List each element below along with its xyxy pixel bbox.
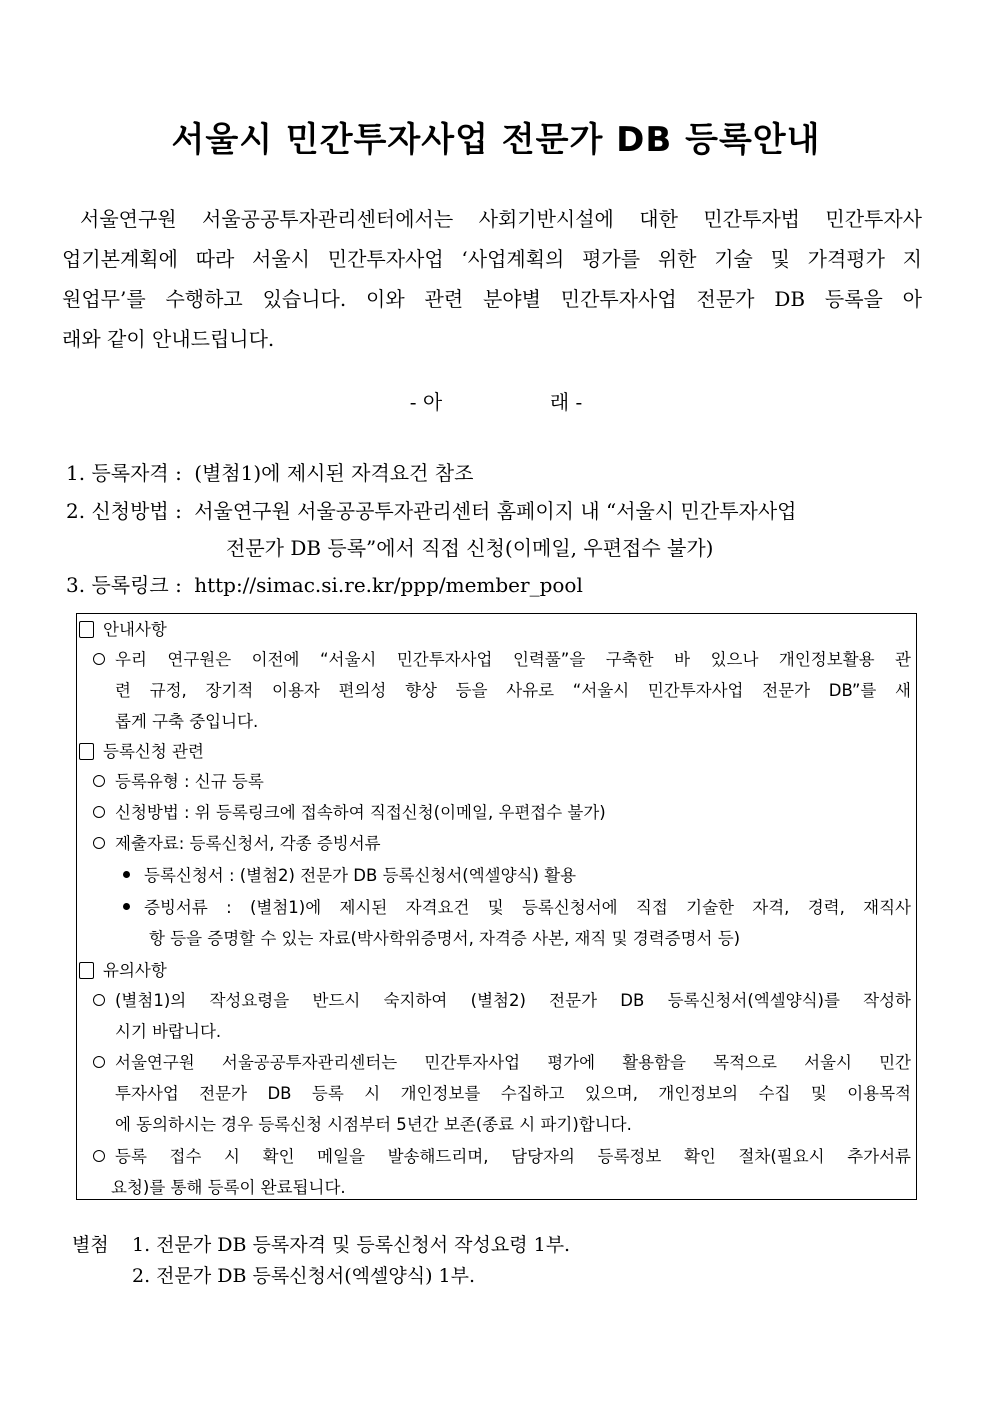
intro-paragraph (62, 203, 922, 363)
bullet-cont: 요청)를 통해 등록이 완료됩니다. (111, 1178, 346, 1197)
notice-box (76, 613, 917, 1200)
section-heading (0, 386, 992, 415)
bullet (93, 1049, 911, 1073)
bullet-text: 우리 연구원은 이전에 “서울시 민간투자사업 인력풀”을 구축한 바 있으나 개인정보활용 관 (115, 650, 911, 669)
bullet-cont: 에 동의하시는 경우 등록신청 시점부터 5년간 보존(종료 시 파기)합니다. (115, 1115, 632, 1134)
intro-line: 업기본계획에 따라 서울시 민간투자사업 ‘사업계획의 평가를 위한 기술 및 가격평가 지 (62, 247, 922, 271)
item-text: 서울연구원 서울공공투자관리센터 홈페이지 내 “서울시 민간투자사업 (194, 499, 797, 523)
sub-bullet (123, 862, 576, 886)
registration-link[interactable]: http://simac.si.re.kr/ppp/member_pool (194, 573, 583, 597)
section-heading-left: - 아 (409, 390, 443, 414)
circle-bullet-icon (93, 1150, 105, 1162)
intro-line: 래와 같이 안내드립니다. (62, 327, 275, 351)
bullet-cont: 투자사업 전문가 DB 등록 시 개인정보를 수집하고 있으며, 개인정보의 수집 및 이용목적 (115, 1084, 911, 1103)
circle-bullet-icon (93, 994, 105, 1006)
circle-bullet-icon (93, 806, 105, 818)
page-title: 서울시 민간투자사업 전문가 DB 등록안내 (171, 120, 821, 160)
bullet-text: 등록 접수 시 확인 메일을 발송해드리며, 담당자의 등록정보 확인 절차(필요시 추가서류 (115, 1147, 911, 1166)
heading-text: 안내사항 (103, 620, 167, 639)
annex-item: 2. 전문가 DB 등록신청서(엑셀양식) 1부. (132, 1265, 476, 1287)
item-label: 2. 신청방법 : (66, 499, 182, 523)
item-text: (별첨1)에 제시된 자격요건 참조 (194, 461, 474, 485)
annex-item: 1. 전문가 DB 등록자격 및 등록신청서 작성요령 1부. (132, 1234, 571, 1256)
section-application-heading (77, 738, 204, 762)
sub-bullet-cont: 항 등을 증명할 수 있는 자료(박사학위증명서, 자격증 사본, 재직 및 경력증명서 등) (149, 929, 741, 948)
circle-bullet-icon (93, 775, 105, 787)
bullet-text: 서울연구원 서울공공투자관리센터는 민간투자사업 평가에 활용함을 목적으로 서울시 민간 (115, 1053, 911, 1072)
heading-text: 유의사항 (103, 961, 167, 980)
bullet-text: 등록유형 : 신규 등록 (115, 772, 264, 791)
sub-bullet (123, 894, 911, 918)
bullet-cont: 롭게 구축 중입니다. (115, 712, 259, 731)
bullet-text: 증빙서류 : (별첨1)에 제시된 자격요건 및 등록신청서에 직접 기술한 자격, 경력, 재직사 (144, 898, 911, 917)
bullet-text: (별첨1)의 작성요령을 반드시 숙지하여 (별첨2) 전문가 DB 등록신청서(엑셀양식)를 작성하 (115, 991, 911, 1010)
bullet-text: 제출자료: 등록신청서, 각종 증빙서류 (115, 834, 381, 853)
bullet-cont: 련 규정, 장기적 이용자 편의성 향상 등을 사유로 “서울시 민간투자사업 전문가 DB”를 새 (115, 681, 911, 700)
bullet (93, 830, 381, 854)
item-qualification (66, 457, 473, 486)
bullet (93, 987, 911, 1011)
bullet-text: 신청방법 : 위 등록링크에 접속하여 직접신청(이메일, 우편접수 불가) (115, 803, 606, 822)
section-guidance-heading (77, 616, 167, 640)
section-caution-heading (77, 957, 167, 981)
intro-line: 서울연구원 서울공공투자관리센터에서는 사회기반시설에 대한 민간투자법 민간투자사 (80, 207, 922, 231)
intro-line: 원업무’를 수행하고 있습니다. 이와 관련 분야별 민간투자사업 전문가 DB 등록을 아 (62, 287, 922, 311)
checkbox-square-icon (79, 621, 94, 638)
item-method-cont: 전문가 DB 등록”에서 직접 신청(이메일, 우편접수 불가) (226, 536, 714, 560)
dot-bullet-icon (123, 871, 130, 878)
bullet-cont: 시기 바랍니다. (115, 1022, 222, 1041)
item-link (66, 569, 583, 598)
bullet (93, 1143, 911, 1167)
circle-bullet-icon (93, 1056, 105, 1068)
checkbox-square-icon (79, 743, 94, 760)
annex-label: 별첨 (72, 1234, 109, 1256)
bullet (93, 646, 911, 670)
circle-bullet-icon (93, 653, 105, 665)
item-label: 3. 등록링크 : (66, 573, 182, 597)
bullet (93, 768, 264, 792)
item-method (66, 495, 796, 524)
checkbox-square-icon (79, 962, 94, 979)
dot-bullet-icon (123, 903, 130, 910)
section-heading-right: 래 - (549, 390, 583, 414)
item-label: 1. 등록자격 : (66, 461, 182, 485)
bullet (93, 799, 606, 823)
bullet-text: 등록신청서 : (별첨2) 전문가 DB 등록신청서(엑셀양식) 활용 (144, 866, 577, 885)
circle-bullet-icon (93, 837, 105, 849)
heading-text: 등록신청 관련 (103, 742, 204, 761)
